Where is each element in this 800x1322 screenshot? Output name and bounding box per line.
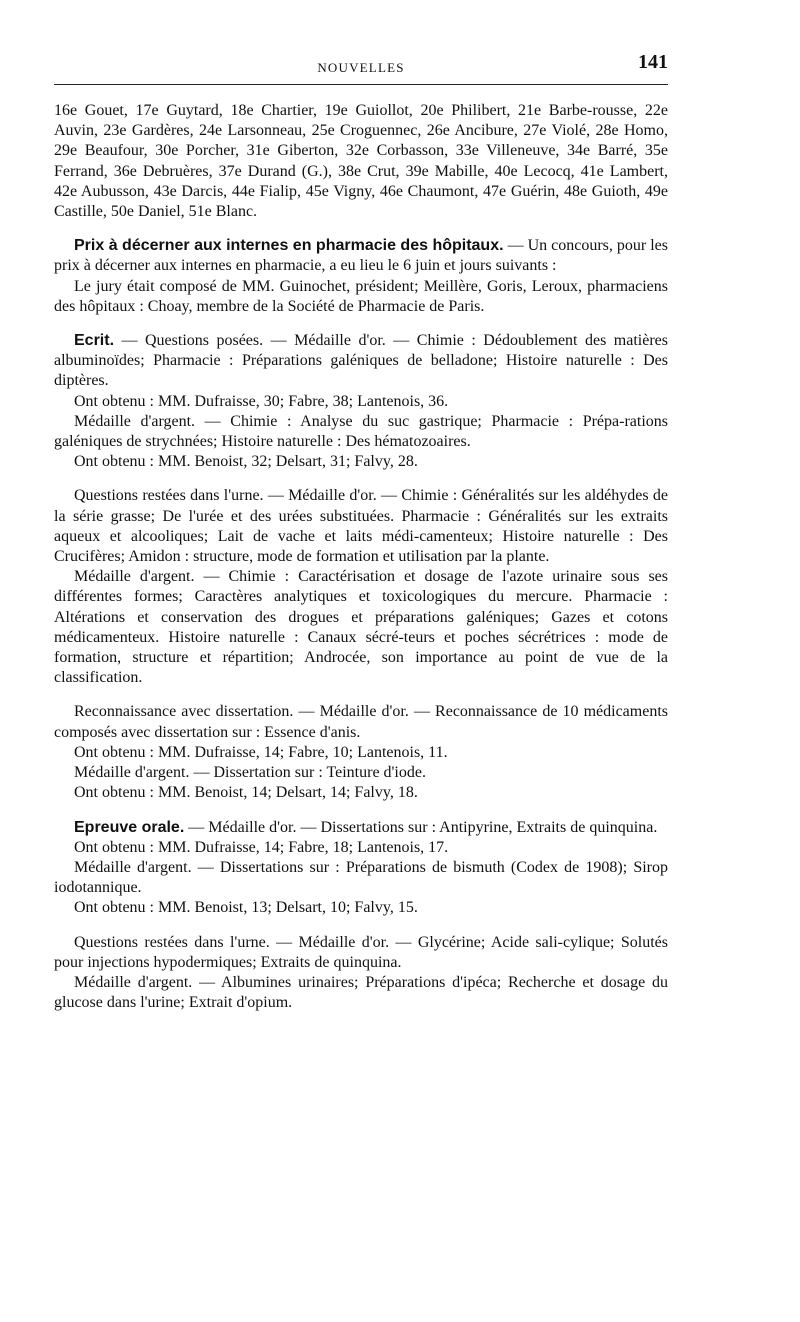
orale-heading: Epreuve orale.	[74, 818, 185, 836]
prix-paragraph	[54, 236, 668, 276]
jury-paragraph: Le jury était composé de MM. Guinochet, président; Meillère, Goris, Leroux, pharmaciens des hôpitaux : Choay, membre de la Société de Pharmacie de Paris.	[54, 277, 668, 315]
reco-argent: Médaille d'argent. — Dissertation sur : Teinture d'iode.	[74, 764, 426, 782]
reco-obtenu-or: Ont obtenu : MM. Dufraisse, 14; Fabre, 10; Lantenois, 11.	[74, 743, 448, 761]
ecrit-obtenu-argent: Ont obtenu : MM. Benoist, 32; Delsart, 31; Falvy, 28.	[74, 453, 418, 471]
ecrit-heading: Ecrit.	[74, 332, 115, 350]
ecrit-paragraph	[54, 331, 668, 392]
orale-obtenu-or: Ont obtenu : MM. Dufraisse, 14; Fabre, 18; Lantenois, 17.	[74, 838, 449, 856]
orale-text: — Médaille d'or. — Dissertations sur : Antipyrine, Extraits de quinquina.	[184, 818, 658, 836]
ecrit-argent: Médaille d'argent. — Chimie : Analyse du suc gastrique; Pharmacie : Prépa-rations galéniques de strychnées; Histoire naturelle : Des hématozoaires.	[54, 412, 668, 451]
running-title: NOUVELLES	[317, 60, 405, 75]
document-page	[54, 52, 668, 1013]
running-header	[54, 52, 668, 80]
header-rule	[54, 84, 668, 85]
ranking-paragraph: 16e Gouet, 17e Guytard, 18e Chartier, 19e Guiollot, 20e Philibert, 21e Barbe-rousse, 22e Auvin, 23e Gardères, 24e Larsonneau, 25e Croguennec, 26e Ancibure, 27e Violé, 28e Homo, 29e Beaufour, 30e Porcher, 31e Giberton, 32e Corbasson, 33e Villeneuve, 34e Barré, 35e Ferrand, 36e Debruères, 37e Durand (G.), 38e Crut, 39e Mabille, 40e Lecocq, 41e Lambert, 42e Aubusson, 43e Darcis, 44e Fialip, 45e Vigny, 46e Chaumont, 47e Guérin, 48e Guioth, 49e Castille, 50e Daniel, 51e Blanc.	[54, 102, 668, 221]
prix-heading: Prix à décerner aux internes en pharmacie des hôpitaux.	[74, 237, 504, 255]
orale-paragraph	[54, 818, 668, 838]
urne1-or: Questions restées dans l'urne. — Médaille d'or. — Chimie : Généralités sur les aldéhydes de la série grasse; De l'urée et des urées substituées. Pharmacie : Généralités sur les extraits aqueux et alcooliques; Lait de vache et laits médi-camenteux; Histoire naturelle : Des Crucifères; Amidon : structure, mode de formation et utilisation par la plante.	[54, 487, 668, 566]
ecrit-obtenu-or: Ont obtenu : MM. Dufraisse, 30; Fabre, 38; Lantenois, 36.	[74, 392, 449, 410]
page-number: 141	[638, 51, 668, 73]
urne1-argent: Médaille d'argent. — Chimie : Caractérisation et dosage de l'azote urinaire sous ses différentes formes; Caractères analytiques et toxicologiques du mercure. Pharmacie : Altérations et conservation des drogues et préparations galéniques; Gazes et cotons médicamenteux. Histoire naturelle : Canaux sécré-teurs et poches sécrétrices : mode de formation, structure et répartition; Androcée, son importance au point de vue de la classification.	[54, 568, 668, 687]
reco-paragraph: Reconnaissance avec dissertation. — Médaille d'or. — Reconnaissance de 10 médicaments composés avec dissertation sur : Essence d'anis.	[54, 703, 668, 741]
urne2-argent: Médaille d'argent. — Albumines urinaires; Préparations d'ipéca; Recherche et dosage du glucose dans l'urine; Extrait d'opium.	[54, 973, 668, 1012]
orale-argent: Médaille d'argent. — Dissertations sur : Préparations de bismuth (Codex de 1908); Sirop iodotannique.	[54, 858, 668, 897]
orale-obtenu-argent: Ont obtenu : MM. Benoist, 13; Delsart, 10; Falvy, 15.	[74, 899, 418, 917]
urne2-or: Questions restées dans l'urne. — Médaille d'or. — Glycérine; Acide sali-cylique; Solutés pour injections hypodermiques; Extraits de quinquina.	[54, 933, 668, 971]
reco-obtenu-argent: Ont obtenu : MM. Benoist, 14; Delsart, 14; Falvy, 18.	[74, 784, 418, 802]
prix-text: — Un concours, pour les prix à décerner aux internes en pharmacie, a eu lieu le 6 juin et jours suivants :	[54, 237, 669, 275]
ecrit-text: — Questions posées. — Médaille d'or. — Chimie : Dédoublement des matières albuminoïdes; Pharmacie : Préparations galéniques de belladone; Histoire naturelle : Des diptères.	[54, 332, 668, 390]
